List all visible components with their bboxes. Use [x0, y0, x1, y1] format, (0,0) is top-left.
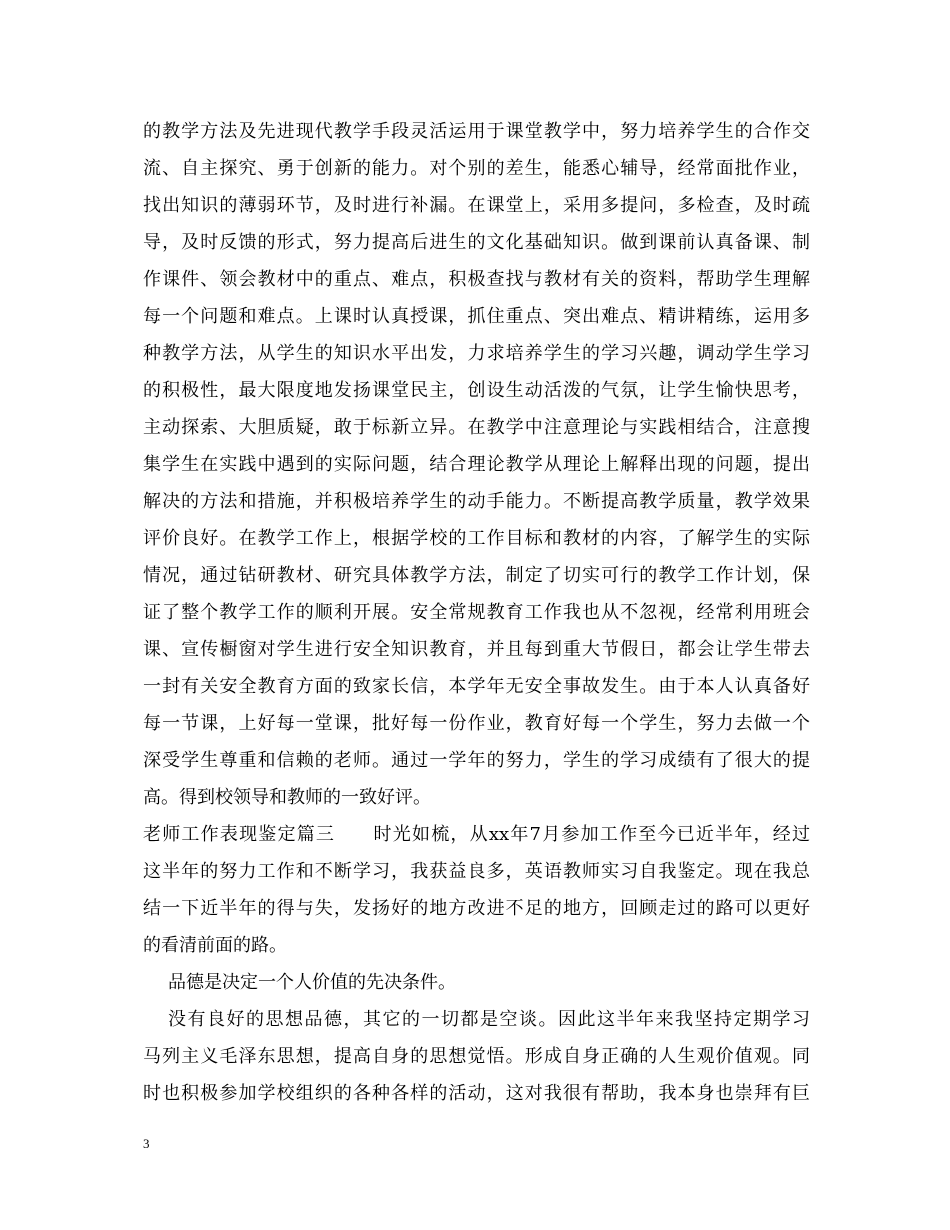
text-line: 深受学生尊重和信赖的老师。通过一学年的努力，学生的学习成绩有了很大的提 — [143, 750, 810, 771]
text-line: 种教学方法，从学生的知识水平出发，力求培养学生的学习兴趣，调动学生学习 — [143, 343, 810, 364]
text-line: 马列主义毛泽东思想，提高自身的思想觉悟。形成自身正确的人生观价值观。同 — [143, 1046, 810, 1067]
text-line: 没有良好的思想品德，其它的一切都是空谈。因此这半年来我坚持定期学习 — [168, 1009, 810, 1030]
text-line: 解决的方法和措施，并积极培养学生的动手能力。不断提高教学质量，教学效果 — [143, 491, 810, 512]
document-body — [143, 113, 810, 1112]
page-number: 3 — [143, 1136, 150, 1151]
text-line: 高。得到校领导和教师的一致好评。 — [143, 787, 431, 808]
text-line: 情况，通过钻研教材、研究具体教学方法，制定了切实可行的教学工作计划，保 — [143, 565, 810, 586]
text-line: 流、自主探究、勇于创新的能力。对个别的差生，能悉心辅导，经常面批作业， — [143, 158, 810, 179]
text-line: 这半年的努力工作和不断学习，我获益良多，英语教师实习自我鉴定。现在我总 — [143, 861, 810, 882]
text-line: 课、宣传橱窗对学生进行安全知识教育，并且每到重大节假日，都会让学生带去 — [143, 639, 810, 660]
text-line: 时也积极参加学校组织的各种各样的活动，这对我很有帮助，我本身也崇拜有巨 — [143, 1083, 810, 1104]
text-line: 的看清前面的路。 — [143, 935, 287, 956]
text-line: 的积极性，最大限度地发扬课堂民主，创设生动活泼的气氛，让学生愉快思考， — [143, 380, 810, 401]
text-line: 导，及时反馈的形式，努力提高后进生的文化基础知识。做到课前认真备课、制 — [143, 232, 810, 253]
text-line: 的教学方法及先进现代教学手段灵活运用于课堂教学中，努力培养学生的合作交 — [143, 121, 810, 142]
text-line: 主动探索、大胆质疑，敢于标新立异。在教学中注意理论与实践相结合，注意搜 — [143, 417, 810, 438]
text-line: 结一下近半年的得与失，发扬好的地方改进不足的地方，回顾走过的路可以更好 — [143, 898, 810, 919]
text-line: 找出知识的薄弱环节，及时进行补漏。在课堂上，采用多提问，多检查，及时疏 — [143, 195, 810, 216]
text-line: 品德是决定一个人价值的先决条件。 — [168, 972, 456, 993]
text-line: 证了整个教学工作的顺利开展。安全常规教育工作我也从不忽视，经常利用班会 — [143, 602, 810, 623]
text-line: 评价良好。在教学工作上，根据学校的工作目标和教材的内容，了解学生的实际 — [143, 528, 810, 549]
section-heading-line: 老师工作表现鉴定篇三 时光如梳，从xx年7月参加工作至今已近半年，经过 — [143, 824, 810, 845]
text-line: 每一节课，上好每一堂课，批好每一份作业，教育好每一个学生，努力去做一个 — [143, 713, 810, 734]
text-line: 一封有关安全教育方面的致家长信，本学年无安全事故发生。由于本人认真备好 — [143, 676, 810, 697]
text-line: 作课件、领会教材中的重点、难点，积极查找与教材有关的资料，帮助学生理解 — [143, 269, 810, 290]
text-line: 集学生在实践中遇到的实际问题，结合理论教学从理论上解释出现的问题，提出 — [143, 454, 810, 475]
text-line: 每一个问题和难点。上课时认真授课，抓住重点、突出难点、精讲精练，运用多 — [143, 306, 810, 327]
